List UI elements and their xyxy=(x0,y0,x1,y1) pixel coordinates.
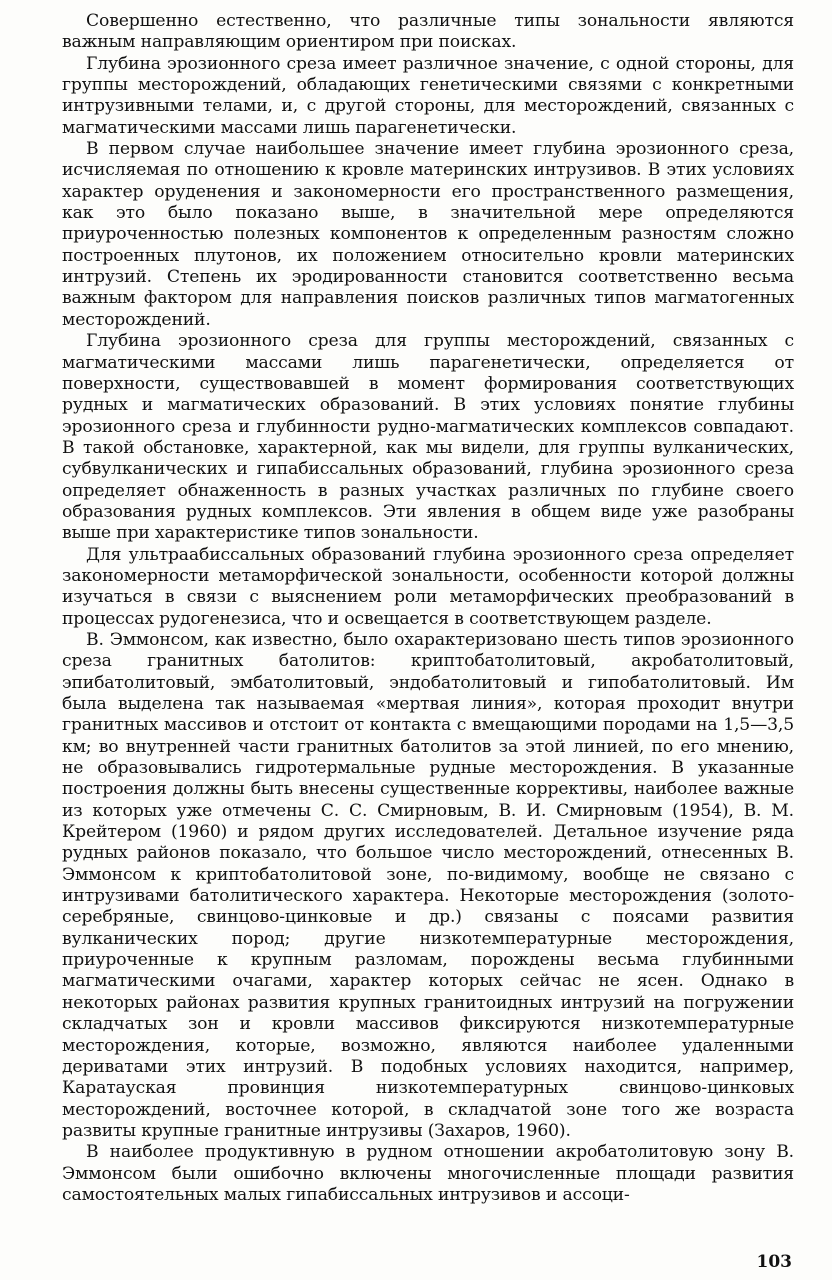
paragraph-4: Глубина эрозионного среза для группы месторождений, связанных с магматическими массами лишь парагенетически, определяется от поверхности, существовавшей в момент формирования соответствующих рудных и магматических образований. В этих условиях понятие глубины эрозионного среза и глубинности рудно-магматических комплексов совпадают. В такой обстановке, характерной, как мы видели, для группы вулканических, субвулканических и гипабиссальных образований, глубина эрозионного среза определяет обнаженность в разных участках различных по глубине своего образования рудных комплексов. Эти явления в общем виде уже разобраны выше при характеристике типов зональности. xyxy=(62,331,794,544)
text-block xyxy=(62,11,794,1206)
paragraph-7: В наиболее продуктивную в рудном отношении акробатолитовую зону В. Эммонсом были ошибочно включены многочисленные площади развития самостоятельных малых гипабиссальных интрузивов и ассоци- xyxy=(62,1142,794,1205)
paragraph-6: В. Эммонсом, как известно, было охарактеризовано шесть типов эрозионного среза гранитных батолитов: криптобатолитовый, акробатолитовый, эпибатолитовый, эмбатолитовый, эндобатолитовый и гипобатолитовый. Им была выделена так называемая «мертвая линия», которая проходит внутри гранитных массивов и отстоит от контакта с вмещающими породами на 1,5—3,5 км; во внутренней части гранитных батолитов за этой линией, по его мнению, не образовывались гидротермальные рудные месторождения. В указанные построения должны быть внесены существенные коррективы, наиболее важные из которых уже отмечены С. С. Смирновым, В. И. Смирновым (1954), В. М. Крейтером (1960) и рядом других исследователей. Детальное изучение ряда рудных районов показало, что большое число месторождений, отнесенных В. Эммонсом к криптобатолитовой зоне, по-видимому, вообще не связано с интрузивами батолитического характера. Некоторые месторождения (золото-серебряные, свинцово-цинковые и др.) связаны с поясами развития вулканических пород; другие низкотемпературные месторождения, приуроченные к крупным разломам, порождены весьма глубинными магматическими очагами, характер которых сейчас не ясен. Однако в некоторых районах развития крупных гранитоидных интрузий на погружении складчатых зон и кровли массивов фиксируются низкотемпературные месторождения, которые, возможно, являются наиболее удаленными дериватами этих интрузий. В подобных условиях находится, например, Каратауская провинция низкотемпературных свинцово-цинковых месторождений, восточнее которой, в складчатой зоне того же возраста развиты крупные гранитные интрузивы (Захаров, 1960). xyxy=(62,629,794,1141)
paragraph-3: В первом случае наибольшее значение имеет глубина эрозионного среза, исчисляемая по отношению к кровле материнских интрузивов. В этих условиях характер оруденения и закономерности его пространственного размещения, как это было показано выше, в значительной мере определяются приуроченностью полезных компонентов к определенным разностям сложно построенных плутонов, их положением относительно кровли материнских интрузий. Степень их эродированности становится соответственно весьма важным фактором для направления поисков различных типов магматогенных месторождений. xyxy=(62,139,794,330)
paragraph-5: Для ультраабиссальных образований глубина эрозионного среза определяет закономерности метаморфической зональности, особенности которой должны изучаться в связи с выяснением роли метаморфических преобразований в процессах рудогенезиса, что и освещается в соответствующем разделе. xyxy=(62,544,794,629)
paragraph-2: Глубина эрозионного среза имеет различное значение, с одной стороны, для группы месторождений, обладающих генетическими связями с конкретными интрузивными телами, и, с другой стороны, для месторождений, связанных с магматическими массами лишь парагенетически. xyxy=(62,53,794,138)
page-number: 103 xyxy=(756,1252,792,1272)
paragraph-1: Совершенно естественно, что различные типы зональности являются важным направляющим ориентиром при поисках. xyxy=(62,11,794,53)
